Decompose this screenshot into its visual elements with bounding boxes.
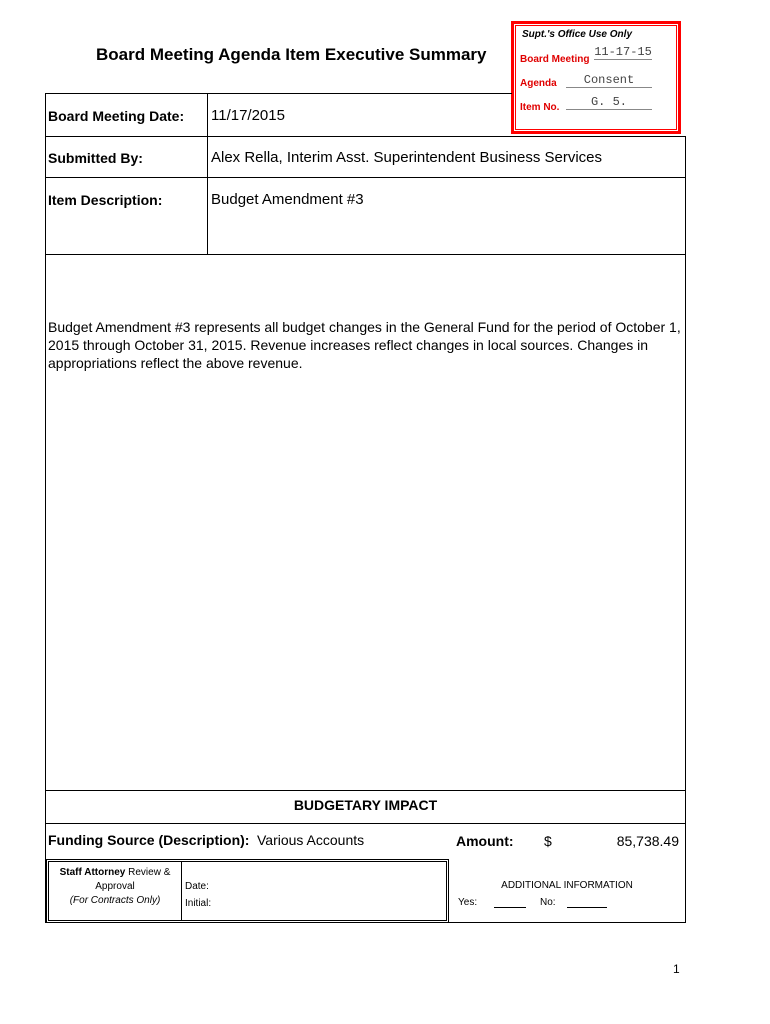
amount-label: Amount: bbox=[456, 833, 514, 849]
board-meeting-label: Board Meeting bbox=[520, 54, 590, 65]
attorney-label-line2: Approval bbox=[95, 881, 135, 892]
currency-symbol: $ bbox=[544, 833, 552, 849]
page-title: Board Meeting Agenda Item Executive Summary bbox=[96, 45, 487, 64]
yes-blank[interactable] bbox=[494, 907, 526, 908]
yes-label: Yes: bbox=[458, 897, 478, 908]
funding-source-value: Various Accounts bbox=[257, 832, 365, 848]
agenda-value: Consent bbox=[566, 73, 652, 88]
budgetary-impact-heading: BUDGETARY IMPACT bbox=[293, 797, 438, 813]
office-use-heading: Supt.'s Office Use Only bbox=[522, 29, 632, 40]
submitted-by-label: Submitted By: bbox=[48, 150, 143, 166]
item-no-value: G. 5. bbox=[566, 95, 652, 110]
board-meeting-value: 11-17-15 bbox=[594, 45, 652, 59]
no-label: No: bbox=[540, 897, 556, 908]
meeting-date-value: 11/17/2015 bbox=[211, 107, 285, 124]
attorney-date-label: Date: bbox=[185, 881, 209, 892]
attorney-label-rest: Review & bbox=[125, 867, 171, 878]
submitted-by-value: Alex Rella, Interim Asst. Superintendent Business Services bbox=[211, 149, 603, 166]
item-description-label: Item Description: bbox=[48, 192, 163, 208]
attorney-initial-label: Initial: bbox=[185, 898, 212, 909]
page-number: 1 bbox=[673, 962, 680, 976]
amount-value: 85,738.49 bbox=[616, 833, 679, 849]
attorney-label-line3: (For Contracts Only) bbox=[69, 895, 161, 906]
agenda-label: Agenda bbox=[520, 78, 557, 89]
funding-source-label: Funding Source (Description): bbox=[48, 832, 250, 848]
no-blank[interactable] bbox=[567, 907, 607, 908]
attorney-label bbox=[51, 866, 179, 908]
attorney-label-bold: Staff Attorney bbox=[59, 867, 126, 878]
summary-text: Budget Amendment #3 represents all budget changes in the General Fund for the period of October 1, 2015 through October 31, 2015. Revenue increases reflect changes in local sources. Changes in appropriations reflect the above revenue. bbox=[48, 319, 681, 371]
additional-info-heading: ADDITIONAL INFORMATION bbox=[501, 880, 633, 891]
meeting-date-label: Board Meeting Date: bbox=[48, 108, 185, 124]
item-description-value: Budget Amendment #3 bbox=[211, 191, 364, 208]
item-no-label: Item No. bbox=[520, 102, 560, 113]
office-use-box bbox=[511, 21, 681, 134]
